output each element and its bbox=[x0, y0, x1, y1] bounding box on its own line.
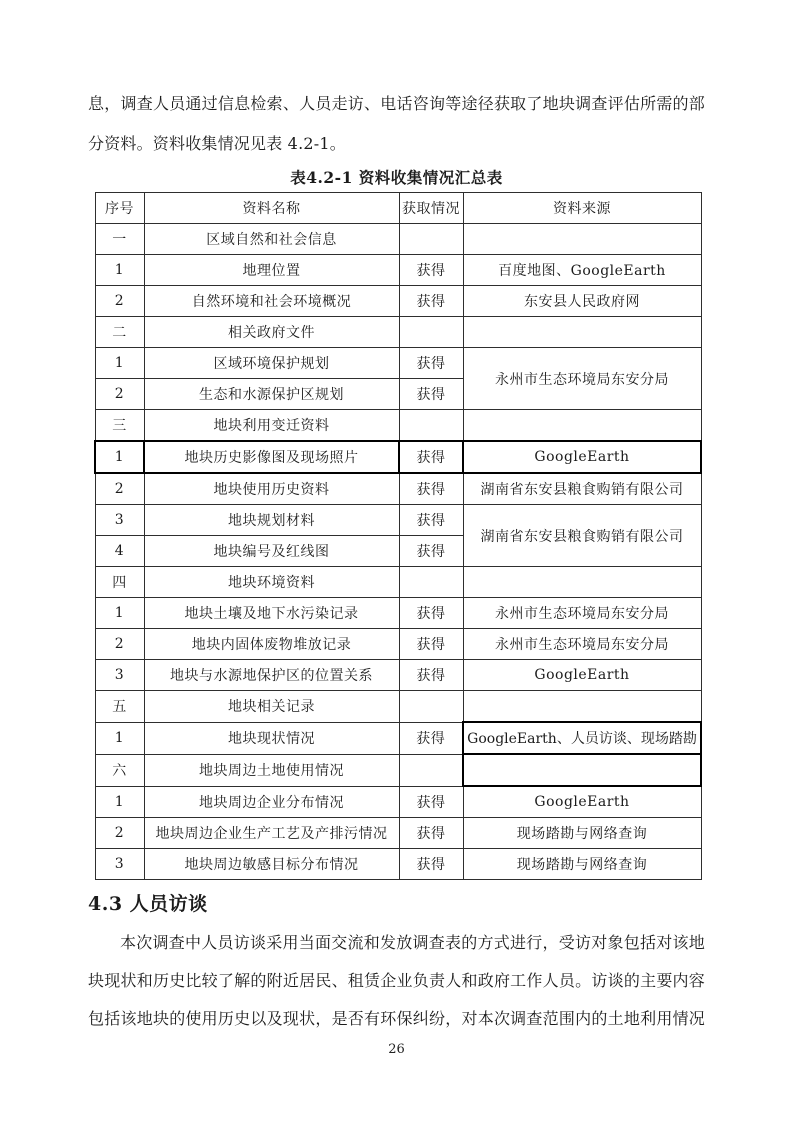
cell-name: 地块周边土地使用情况 bbox=[144, 754, 399, 786]
cell-source: 湖南省东安县粮食购销有限公司 bbox=[463, 505, 701, 567]
paragraph-line: 块现状和历史比较了解的附近居民、租赁企业负责人和政府工作人员。访谈的主要内容 bbox=[88, 971, 705, 990]
cell-seq: 1 bbox=[95, 441, 144, 473]
cell-status: 获得 bbox=[399, 536, 463, 567]
table-row bbox=[95, 629, 701, 660]
data-collection-table bbox=[94, 192, 702, 880]
cell-seq: 五 bbox=[95, 691, 144, 723]
cell-seq: 一 bbox=[95, 224, 144, 255]
cell-source bbox=[463, 317, 701, 348]
cell-source bbox=[463, 754, 701, 786]
cell-source bbox=[463, 567, 701, 598]
cell-seq: 1 bbox=[95, 348, 144, 379]
section-heading: 4.3 人员访谈 bbox=[88, 893, 208, 915]
cell-name: 地块编号及红线图 bbox=[144, 536, 399, 567]
cell-source: 现场踏勘与网络查询 bbox=[463, 818, 701, 849]
table-row bbox=[95, 691, 701, 723]
cell-seq: 3 bbox=[95, 660, 144, 691]
cell-status: 获得 bbox=[399, 660, 463, 691]
table-row bbox=[95, 317, 701, 348]
table-header-row bbox=[95, 193, 701, 224]
table-row bbox=[95, 255, 701, 286]
table-row bbox=[95, 348, 701, 379]
cell-seq: 三 bbox=[95, 410, 144, 442]
header-cell-source: 资料来源 bbox=[463, 193, 701, 224]
header-cell-name: 资料名称 bbox=[144, 193, 399, 224]
cell-name: 地块土壤及地下水污染记录 bbox=[144, 598, 399, 629]
cell-source: GoogleEarth bbox=[463, 786, 701, 818]
table-row bbox=[95, 786, 701, 818]
cell-status bbox=[399, 224, 463, 255]
cell-source: 现场踏勘与网络查询 bbox=[463, 849, 701, 880]
cell-status bbox=[399, 410, 463, 442]
table-row bbox=[95, 722, 701, 754]
paragraph-line: 分资料。资料收集情况见表 4.2-1。 bbox=[88, 134, 346, 153]
cell-name: 自然环境和社会环境概况 bbox=[144, 286, 399, 317]
cell-seq: 1 bbox=[95, 598, 144, 629]
cell-status bbox=[399, 317, 463, 348]
cell-name: 地块相关记录 bbox=[144, 691, 399, 723]
cell-source bbox=[463, 410, 701, 442]
table-row bbox=[95, 660, 701, 691]
header-cell-seq: 序号 bbox=[95, 193, 144, 224]
cell-source bbox=[463, 224, 701, 255]
cell-status bbox=[399, 567, 463, 598]
cell-name: 地块周边企业分布情况 bbox=[144, 786, 399, 818]
table-row bbox=[95, 505, 701, 536]
cell-name: 地理位置 bbox=[144, 255, 399, 286]
cell-source: 永州市生态环境局东安分局 bbox=[463, 629, 701, 660]
cell-status bbox=[399, 691, 463, 723]
paragraph-line: 息，调查人员通过信息检索、人员走访、电话咨询等途径获取了地块调查评估所需的部 bbox=[88, 94, 705, 113]
cell-status: 获得 bbox=[399, 629, 463, 660]
cell-status: 获得 bbox=[399, 286, 463, 317]
cell-status: 获得 bbox=[399, 255, 463, 286]
intro-paragraph bbox=[88, 84, 705, 164]
cell-status: 获得 bbox=[399, 379, 463, 410]
table-title: 表4.2-1 资料收集情况汇总表 bbox=[290, 168, 503, 187]
cell-seq: 2 bbox=[95, 379, 144, 410]
cell-status: 获得 bbox=[399, 722, 463, 754]
cell-seq: 2 bbox=[95, 286, 144, 317]
cell-source: 百度地图、GoogleEarth bbox=[463, 255, 701, 286]
cell-name: 地块周边敏感目标分布情况 bbox=[144, 849, 399, 880]
cell-name: 相关政府文件 bbox=[144, 317, 399, 348]
table-row bbox=[95, 224, 701, 255]
cell-name: 地块规划材料 bbox=[144, 505, 399, 536]
table-row bbox=[95, 754, 701, 786]
section-paragraph bbox=[88, 924, 705, 1038]
cell-seq: 2 bbox=[95, 629, 144, 660]
cell-seq: 四 bbox=[95, 567, 144, 598]
cell-source bbox=[463, 691, 701, 723]
cell-name: 地块内固体废物堆放记录 bbox=[144, 629, 399, 660]
cell-status: 获得 bbox=[399, 441, 463, 473]
cell-name: 区域自然和社会信息 bbox=[144, 224, 399, 255]
cell-source: 东安县人民政府网 bbox=[463, 286, 701, 317]
cell-name: 地块环境资料 bbox=[144, 567, 399, 598]
table-row bbox=[95, 567, 701, 598]
cell-name: 地块周边企业生产工艺及产排污情况 bbox=[144, 818, 399, 849]
cell-name: 地块使用历史资料 bbox=[144, 473, 399, 505]
cell-status: 获得 bbox=[399, 473, 463, 505]
paragraph-line: 本次调查中人员访谈采用当面交流和发放调查表的方式进行，受访对象包括对该地 bbox=[120, 933, 705, 952]
cell-source: GoogleEarth、人员访谈、现场踏勘 bbox=[463, 722, 701, 754]
cell-seq: 二 bbox=[95, 317, 144, 348]
cell-source: GoogleEarth bbox=[463, 441, 701, 473]
table-row bbox=[95, 286, 701, 317]
cell-source: 湖南省东安县粮食购销有限公司 bbox=[463, 473, 701, 505]
cell-status: 获得 bbox=[399, 505, 463, 536]
cell-seq: 1 bbox=[95, 786, 144, 818]
table-row bbox=[95, 598, 701, 629]
table-row bbox=[95, 410, 701, 442]
page-number: 26 bbox=[388, 1042, 405, 1057]
cell-seq: 2 bbox=[95, 473, 144, 505]
header-cell-status: 获取情况 bbox=[399, 193, 463, 224]
table-row bbox=[95, 473, 701, 505]
table-row bbox=[95, 441, 701, 473]
cell-source: 永州市生态环境局东安分局 bbox=[463, 598, 701, 629]
cell-source: GoogleEarth bbox=[463, 660, 701, 691]
cell-name: 生态和水源保护区规划 bbox=[144, 379, 399, 410]
table-row bbox=[95, 818, 701, 849]
cell-seq: 3 bbox=[95, 849, 144, 880]
cell-status: 获得 bbox=[399, 818, 463, 849]
cell-name: 地块利用变迁资料 bbox=[144, 410, 399, 442]
cell-seq: 1 bbox=[95, 722, 144, 754]
paragraph-line: 包括该地块的使用历史以及现状，是否有环保纠纷，对本次调查范围内的土地利用情况 bbox=[88, 1009, 705, 1028]
cell-status: 获得 bbox=[399, 598, 463, 629]
table-row bbox=[95, 849, 701, 880]
cell-seq: 1 bbox=[95, 255, 144, 286]
cell-name: 地块历史影像图及现场照片 bbox=[144, 441, 399, 473]
cell-status: 获得 bbox=[399, 348, 463, 379]
cell-status: 获得 bbox=[399, 849, 463, 880]
cell-seq: 4 bbox=[95, 536, 144, 567]
cell-source: 永州市生态环境局东安分局 bbox=[463, 348, 701, 410]
cell-seq: 3 bbox=[95, 505, 144, 536]
cell-seq: 2 bbox=[95, 818, 144, 849]
cell-name: 地块现状情况 bbox=[144, 722, 399, 754]
cell-status: 获得 bbox=[399, 786, 463, 818]
cell-name: 区域环境保护规划 bbox=[144, 348, 399, 379]
cell-status bbox=[399, 754, 463, 786]
cell-name: 地块与水源地保护区的位置关系 bbox=[144, 660, 399, 691]
cell-seq: 六 bbox=[95, 754, 144, 786]
